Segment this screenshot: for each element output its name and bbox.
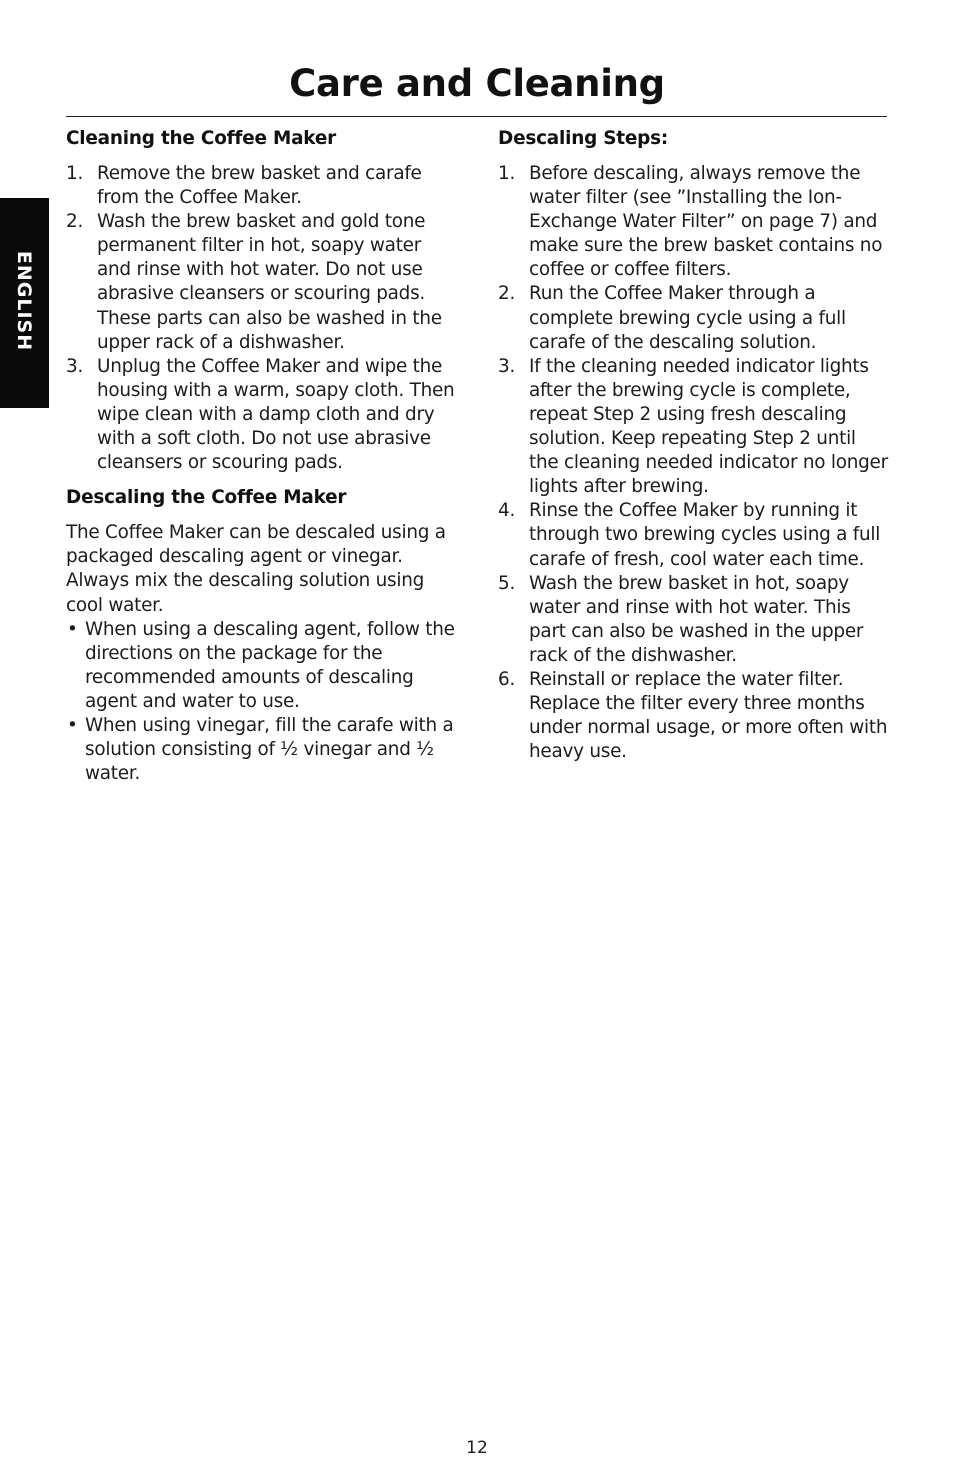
list-item [66, 162, 456, 210]
page-title: Care and Cleaning [289, 62, 665, 105]
list-item [498, 282, 890, 354]
list-item [66, 618, 456, 714]
cleaning-heading: Cleaning the Coffee Maker [66, 128, 336, 149]
step-text: Unplug the Coffee Maker and wipe the housing with a warm, soapy cloth. Then wipe clean with a damp cloth and dry with a soft cloth. Do not use abrasive cleansers or scouring pads. [97, 355, 455, 474]
step-text: Reinstall or replace the water filter. Replace the filter every three months under normal usage, or more often with heavy use. [529, 668, 888, 763]
step-number: 2. [498, 283, 516, 305]
list-item [498, 499, 890, 571]
bullet-text: When using a descaling agent, follow the directions on the package for the recommended amounts of descaling agent and water to use. [85, 618, 455, 712]
descaling-intro: The Coffee Maker can be descaled using a packaged descaling agent or vinegar. Always mix the descaling solution using cool water. [66, 522, 446, 616]
list-item [66, 714, 456, 786]
language-tab-label: ENGLISH [13, 250, 35, 352]
language-tab [0, 198, 49, 408]
left-column [66, 126, 456, 786]
descaling-heading: Descaling the Coffee Maker [66, 487, 347, 509]
step-number: 3. [498, 355, 516, 377]
list-item [498, 572, 890, 668]
right-column [498, 126, 890, 764]
title-divider [66, 116, 887, 117]
bullet-mark: • [67, 618, 78, 640]
list-item [498, 355, 890, 500]
step-number: 3. [66, 355, 84, 377]
page-number: 12 [466, 1438, 488, 1458]
descaling-bullets-list [66, 618, 456, 787]
step-text: Remove the brew basket and carafe from the Coffee Maker. [97, 163, 422, 209]
step-text: Wash the brew basket and gold tone permanent filter in hot, soapy water and rinse with hot water. Do not use abrasive cleansers or scouring pads. These parts can also be washed in the upper rack of a dishwasher. [97, 211, 442, 353]
cleaning-steps-list [66, 162, 456, 475]
list-item [66, 210, 456, 355]
list-item [66, 355, 456, 475]
step-text: Run the Coffee Maker through a complete brewing cycle using a full carafe of the descaling solution. [529, 283, 846, 353]
step-text: If the cleaning needed indicator lights after the brewing cycle is complete, repeat Step 2 using fresh descaling solution. Keep repeating Step 2 until the cleaning needed indicator no longer lights after brewing. [529, 355, 888, 498]
descaling-steps-heading: Descaling Steps: [498, 128, 669, 149]
step-text: Wash the brew basket in hot, soapy water and rinse with hot water. This part can also be washed in the upper rack of the dishwasher. [529, 572, 864, 666]
step-text: Rinse the Coffee Maker by running it through two brewing cycles using a full carafe of fresh, cool water each time. [529, 500, 881, 570]
step-number: 1. [498, 163, 516, 184]
step-number: 6. [498, 668, 516, 690]
step-number: 4. [498, 500, 516, 522]
list-item [498, 162, 890, 282]
step-number: 5. [498, 572, 516, 594]
bullet-mark: • [67, 714, 78, 736]
bullet-text: When using vinegar, fill the carafe with a solution consisting of ½ vinegar and ½ water. [85, 714, 454, 785]
step-number: 2. [66, 211, 84, 233]
step-text: Before descaling, always remove the water filter (see ”Installing the Ion-Exchange Water Filter” on page 7) and make sure the brew basket contains no coffee or coffee filters. [529, 163, 883, 281]
descaling-steps-list [498, 162, 890, 764]
step-number: 1. [66, 163, 84, 184]
list-item [498, 668, 890, 764]
